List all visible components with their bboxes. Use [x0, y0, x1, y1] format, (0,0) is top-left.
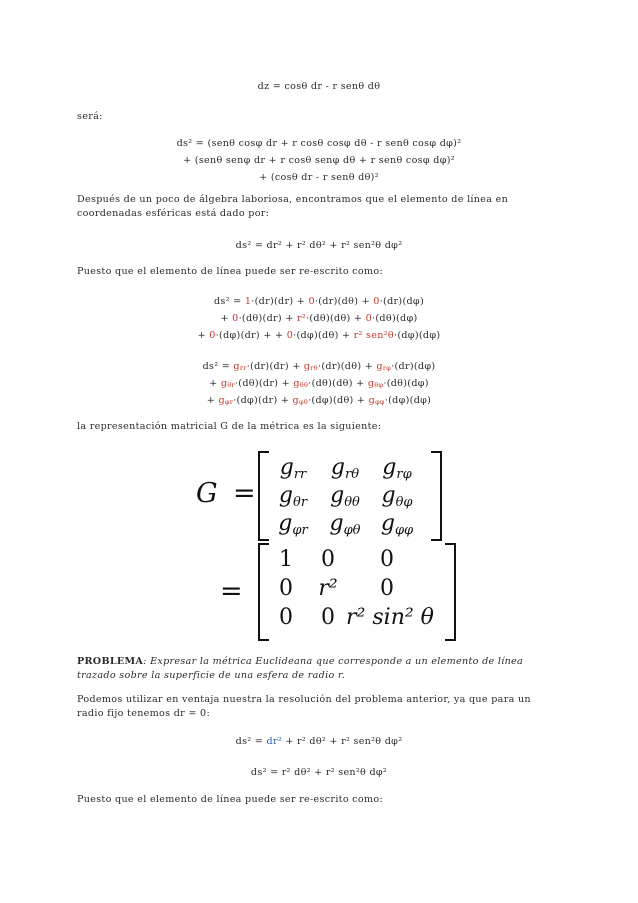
matrix-value-11: 1: [279, 547, 293, 572]
paragraph-algebra: Después de un poco de álgebra laboriosa, encontramos que el elemento de línea en coordenadas esféricas está dado por:: [77, 194, 509, 219]
matrix-cell-gtt: $g_{\theta\theta}$: [330, 483, 360, 510]
eq-fixed-radius: ds² = dr² + r² dθ² + r² sen²θ dφ²: [235, 736, 403, 747]
paragraph-fixed-radius: Podemos utilizar en ventaja nuestra la resolución del problema anterior, ya que para un radio fijo tenemos dr = 0:: [77, 694, 531, 719]
eq-ds-line1: ds² = (senθ cosφ dr + r cosθ cosφ dθ - r senθ cosφ dφ)²: [176, 138, 462, 149]
eq-metric-row2: + $g_{\theta r}\cdot(d\theta)(dr) + g_{\theta\theta}\cdot(d\theta)(d\theta) + g_{\theta\varphi}\cdot(d\theta)(d\varphi)$: [209, 378, 429, 389]
matrix-symbol-G: G: [196, 478, 218, 509]
matrix-cell-gpr: $g_{\varphi r}$: [278, 511, 308, 538]
matrix-value-23: 0: [380, 576, 394, 601]
matrix-value-12: 0: [321, 547, 335, 572]
paragraph-rewrite: Puesto que el elemento de línea puede ser re-escrito como:: [77, 266, 384, 277]
matrix-cell-grr: $g_{rr}$: [279, 455, 307, 482]
bracket-right-2: [445, 543, 456, 641]
eq-numeric-row1: ds² = 1·(dr)(dr) + 0·(dr)(dθ) + 0·(dr)(dφ): [213, 296, 424, 307]
matrix-cell-gpt: $g_{\varphi\theta}$: [329, 511, 361, 538]
matrix-value-22: r²: [318, 576, 338, 601]
matrix-cell-gtp: $g_{\theta\varphi}$: [381, 483, 413, 510]
eq-numeric-row2: + 0·(dθ)(dr) + r²·(dθ)(dθ) + 0·(dθ)(dφ): [220, 313, 418, 324]
matrix-cell-gtr: $g_{\theta r}$: [278, 483, 308, 510]
matrix-value-33: r² sin² θ: [346, 605, 434, 630]
eq-ds-line3: + (cosθ dr - r senθ dθ)²: [259, 172, 379, 183]
matrix-equals-2: =: [220, 576, 243, 607]
eq-sphere-metric: ds² = r² dθ² + r² sen²θ dφ²: [250, 767, 388, 778]
matrix-value-13: 0: [380, 547, 394, 572]
eq-metric-row1: $ds^2 = g_{rr}\cdot(dr)(dr) + g_{r\theta}\cdot(dr)(d\theta) + g_{r\varphi}\cdot(dr)(d\varphi)$: [202, 361, 436, 372]
matrix-cell-grt: $g_{r\theta}$: [330, 455, 360, 482]
paragraph-problema: PROBLEMA: Expresar la métrica Euclideana que corresponde a un elemento de línea trazado sobre la superficie de una esfera de radio r.: [77, 656, 524, 681]
matrix-value-32: 0: [321, 605, 335, 630]
bracket-right-1: [431, 451, 442, 541]
matrix-cell-gpp: $g_{\varphi\varphi}$: [380, 511, 414, 538]
matrix-cell-grp: $g_{r\varphi}$: [382, 455, 412, 482]
paragraph-matrix-intro: la representación matricial G de la métrica es la siguiente:: [77, 421, 382, 432]
eq-metric-row3: + $g_{\varphi r}\cdot(d\varphi)(dr) + g_{\varphi\theta}\cdot(d\varphi)(d\theta) + g_{\varphi\varphi}\cdot(d\varphi)(d\varphi)$: [206, 395, 432, 406]
matrix-value-31: 0: [279, 605, 293, 630]
eq-numeric-row3: + 0·(dφ)(dr) + + 0·(dφ)(dθ) + r² sen²θ·(dφ)(dφ): [197, 330, 441, 341]
paragraph-rewrite-2: Puesto que el elemento de línea puede ser re-escrito como:: [77, 794, 384, 805]
matrix-equals-1: =: [233, 478, 256, 509]
label-sera: será:: [77, 111, 103, 122]
matrix-value-21: 0: [279, 576, 293, 601]
eq-line-element: ds² = dr² + r² dθ² + r² sen²θ dφ²: [235, 240, 403, 251]
eq-dz: dz = cosθ dr - r senθ dθ: [257, 81, 381, 92]
eq-ds-line2: + (senθ senφ dr + r cosθ senφ dθ + r senθ cosφ dφ)²: [183, 155, 455, 166]
